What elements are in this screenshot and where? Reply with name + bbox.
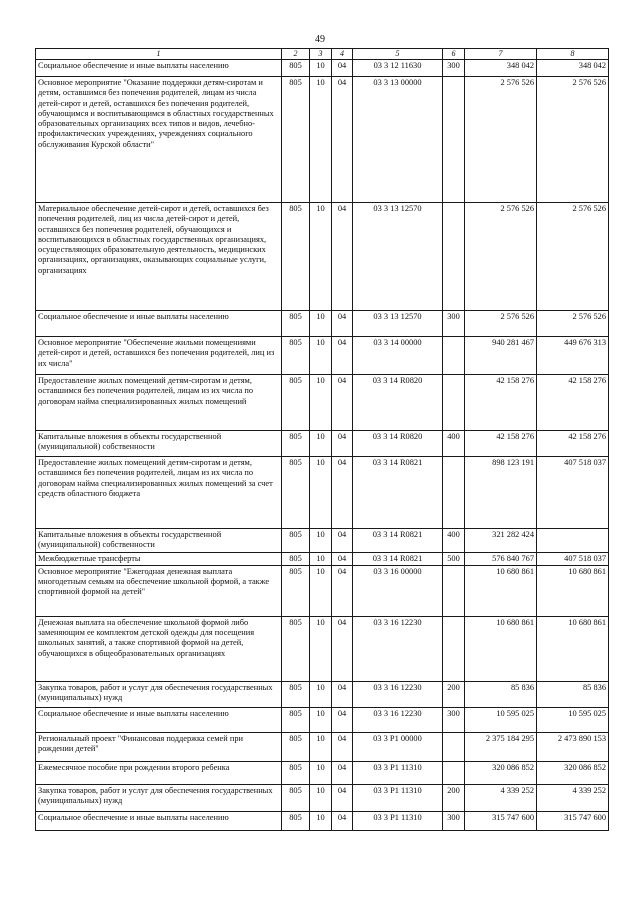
item-name-cell: Региональный проект "Финансовая поддержка семей при рождении детей" [36,732,282,761]
subsection-code-cell: 04 [332,337,353,375]
target-article-code-cell: 03 3 12 11630 [353,60,443,77]
grbs-code-cell: 805 [282,203,310,311]
amount-year-2-cell: 407 518 037 [537,457,609,529]
subsection-code-cell: 04 [332,552,353,565]
column-header: 4 [332,49,353,60]
column-header: 5 [353,49,443,60]
amount-year-1-cell: 10 680 861 [465,565,537,616]
item-name-cell: Социальное обеспечение и иные выплаты населению [36,811,282,830]
subsection-code-cell: 04 [332,529,353,553]
section-code-cell: 10 [310,77,332,203]
grbs-code-cell: 805 [282,681,310,707]
budget-table [35,48,609,831]
target-article-code-cell: 03 3 14 R0821 [353,457,443,529]
expense-type-code-cell [443,457,465,529]
target-article-code-cell: 03 3 P1 11310 [353,784,443,811]
target-article-code-cell: 03 3 13 00000 [353,77,443,203]
expense-type-code-cell [443,203,465,311]
table-row [36,337,609,375]
amount-year-1-cell: 2 576 526 [465,77,537,203]
grbs-code-cell: 805 [282,60,310,77]
item-name-cell: Капитальные вложения в объекты государственной (муниципальной) собственности [36,529,282,553]
table-row [36,375,609,431]
column-header: 1 [36,49,282,60]
item-name-cell: Социальное обеспечение и иные выплаты населению [36,707,282,732]
target-article-code-cell: 03 3 14 R0820 [353,375,443,431]
table-row [36,457,609,529]
target-article-code-cell: 03 3 14 R0821 [353,552,443,565]
amount-year-1-cell: 315 747 600 [465,811,537,830]
item-name-cell: Социальное обеспечение и иные выплаты населению [36,311,282,337]
section-code-cell: 10 [310,616,332,681]
table-row [36,77,609,203]
amount-year-2-cell: 10 680 861 [537,565,609,616]
table-row [36,616,609,681]
table-row [36,311,609,337]
target-article-code-cell: 03 3 14 00000 [353,337,443,375]
subsection-code-cell: 04 [332,203,353,311]
amount-year-1-cell: 576 840 767 [465,552,537,565]
amount-year-2-cell: 449 676 313 [537,337,609,375]
item-name-cell: Денежная выплата на обеспечение школьной формой либо заменяющим ее комплектом детской одежды для посещения школьных занятий, а также спортивной формой на детей, обучающихся в общеобразовательных организациях [36,616,282,681]
expense-type-code-cell [443,616,465,681]
amount-year-1-cell: 2 576 526 [465,311,537,337]
amount-year-1-cell: 940 281 467 [465,337,537,375]
grbs-code-cell: 805 [282,337,310,375]
target-article-code-cell: 03 3 13 12570 [353,203,443,311]
amount-year-1-cell: 2 576 526 [465,203,537,311]
section-code-cell: 10 [310,681,332,707]
item-name-cell: Закупка товаров, работ и услуг для обеспечения государственных (муниципальных) нужд [36,784,282,811]
subsection-code-cell: 04 [332,431,353,457]
table-row [36,811,609,830]
subsection-code-cell: 04 [332,811,353,830]
grbs-code-cell: 805 [282,431,310,457]
item-name-cell: Предоставление жилых помещений детям-сиротам и детям, оставшимся без попечения родителей, лицам из их числа по договорам найма специализированных жилых помещений [36,375,282,431]
expense-type-code-cell [443,77,465,203]
amount-year-2-cell: 85 836 [537,681,609,707]
amount-year-1-cell: 85 836 [465,681,537,707]
subsection-code-cell: 04 [332,77,353,203]
amount-year-1-cell: 4 339 252 [465,784,537,811]
grbs-code-cell: 805 [282,707,310,732]
subsection-code-cell: 04 [332,732,353,761]
table-row [36,529,609,553]
table-row [36,431,609,457]
expense-type-code-cell: 500 [443,552,465,565]
amount-year-1-cell: 10 595 025 [465,707,537,732]
section-code-cell: 10 [310,732,332,761]
amount-year-2-cell: 348 042 [537,60,609,77]
section-code-cell: 10 [310,337,332,375]
expense-type-code-cell: 300 [443,60,465,77]
expense-type-code-cell [443,732,465,761]
target-article-code-cell: 03 3 14 R0821 [353,529,443,553]
grbs-code-cell: 805 [282,77,310,203]
grbs-code-cell: 805 [282,784,310,811]
expense-type-code-cell: 300 [443,707,465,732]
grbs-code-cell: 805 [282,565,310,616]
target-article-code-cell: 03 3 P1 00000 [353,732,443,761]
subsection-code-cell: 04 [332,784,353,811]
amount-year-2-cell: 315 747 600 [537,811,609,830]
amount-year-1-cell: 42 158 276 [465,375,537,431]
expense-type-code-cell [443,565,465,616]
amount-year-2-cell [537,529,609,553]
subsection-code-cell: 04 [332,457,353,529]
table-row [36,681,609,707]
subsection-code-cell: 04 [332,60,353,77]
item-name-cell: Закупка товаров, работ и услуг для обеспечения государственных (муниципальных) нужд [36,681,282,707]
section-code-cell: 10 [310,761,332,784]
amount-year-1-cell: 2 375 184 295 [465,732,537,761]
expense-type-code-cell: 300 [443,311,465,337]
amount-year-1-cell: 320 086 852 [465,761,537,784]
amount-year-2-cell: 10 680 861 [537,616,609,681]
expense-type-code-cell [443,761,465,784]
expense-type-code-cell: 200 [443,681,465,707]
table-row [36,761,609,784]
item-name-cell: Межбюджетные трансферты [36,552,282,565]
subsection-code-cell: 04 [332,681,353,707]
column-header: 2 [282,49,310,60]
grbs-code-cell: 805 [282,811,310,830]
subsection-code-cell: 04 [332,761,353,784]
grbs-code-cell: 805 [282,529,310,553]
section-code-cell: 10 [310,529,332,553]
section-code-cell: 10 [310,707,332,732]
table-row [36,552,609,565]
grbs-code-cell: 805 [282,375,310,431]
item-name-cell: Материальное обеспечение детей-сирот и детей, оставшихся без попечения родителей, лиц из числа детей-сирот и детей, оставшихся без попечения родителей, обучающихся и воспитывающихся в областных государственных организациях, осуществляющих образовательную деятельность, медицинских организациях, организациях, оказывающих социальные услуги, организациях [36,203,282,311]
expense-type-code-cell [443,337,465,375]
amount-year-2-cell: 2 576 526 [537,203,609,311]
amount-year-2-cell: 407 518 037 [537,552,609,565]
item-name-cell: Основное мероприятие "Оказание поддержки детям-сиротам и детям, оставшимся без попечения родителей, лицам из числа детей-сирот и детей, оставшихся без попечения родителей, обучающимся и воспитывающимся в областных государственных образовательных организациях всех типов и видов, лечебно-профилактических учреждениях, учреждениях социального обслуживания Курской области" [36,77,282,203]
target-article-code-cell: 03 3 13 12570 [353,311,443,337]
amount-year-2-cell: 4 339 252 [537,784,609,811]
target-article-code-cell: 03 3 16 12230 [353,707,443,732]
target-article-code-cell: 03 3 P1 11310 [353,761,443,784]
target-article-code-cell: 03 3 16 12230 [353,616,443,681]
grbs-code-cell: 805 [282,761,310,784]
amount-year-2-cell: 10 595 025 [537,707,609,732]
column-number-header-row [36,49,609,60]
amount-year-2-cell: 42 158 276 [537,375,609,431]
amount-year-2-cell: 42 158 276 [537,431,609,457]
amount-year-2-cell: 2 576 526 [537,311,609,337]
amount-year-2-cell: 2 473 890 153 [537,732,609,761]
target-article-code-cell: 03 3 14 R0820 [353,431,443,457]
subsection-code-cell: 04 [332,311,353,337]
expense-type-code-cell: 200 [443,784,465,811]
item-name-cell: Основное мероприятие "Ежегодная денежная выплата многодетным семьям на обеспечение школьной формой, а также спортивной формой на детей" [36,565,282,616]
section-code-cell: 10 [310,552,332,565]
expense-type-code-cell: 400 [443,431,465,457]
expense-type-code-cell: 400 [443,529,465,553]
subsection-code-cell: 04 [332,375,353,431]
column-header: 6 [443,49,465,60]
table-row [36,565,609,616]
item-name-cell: Предоставление жилых помещений детям-сиротам и детям, оставшимся без попечения родителей, лицам из их числа по договорам найма специализированных жилых помещений за счет средств областного бюджета [36,457,282,529]
column-header: 8 [537,49,609,60]
section-code-cell: 10 [310,565,332,616]
table-row [36,203,609,311]
section-code-cell: 10 [310,60,332,77]
target-article-code-cell: 03 3 16 12230 [353,681,443,707]
amount-year-1-cell: 321 282 424 [465,529,537,553]
table-row [36,732,609,761]
grbs-code-cell: 805 [282,732,310,761]
section-code-cell: 10 [310,203,332,311]
grbs-code-cell: 805 [282,457,310,529]
table-row [36,60,609,77]
grbs-code-cell: 805 [282,616,310,681]
grbs-code-cell: 805 [282,311,310,337]
page-number: 49 [315,34,325,45]
amount-year-1-cell: 898 123 191 [465,457,537,529]
amount-year-1-cell: 10 680 861 [465,616,537,681]
target-article-code-cell: 03 3 16 00000 [353,565,443,616]
item-name-cell: Социальное обеспечение и иные выплаты населению [36,60,282,77]
section-code-cell: 10 [310,431,332,457]
expense-type-code-cell [443,375,465,431]
column-header: 3 [310,49,332,60]
expense-type-code-cell: 300 [443,811,465,830]
target-article-code-cell: 03 3 P1 11310 [353,811,443,830]
amount-year-1-cell: 348 042 [465,60,537,77]
column-header: 7 [465,49,537,60]
subsection-code-cell: 04 [332,707,353,732]
amount-year-2-cell: 320 086 852 [537,761,609,784]
section-code-cell: 10 [310,311,332,337]
section-code-cell: 10 [310,784,332,811]
table-row [36,784,609,811]
table-row [36,707,609,732]
item-name-cell: Капитальные вложения в объекты государственной (муниципальной) собственности [36,431,282,457]
section-code-cell: 10 [310,457,332,529]
subsection-code-cell: 04 [332,616,353,681]
table-body [36,60,609,831]
subsection-code-cell: 04 [332,565,353,616]
item-name-cell: Ежемесячное пособие при рождении второго ребенка [36,761,282,784]
grbs-code-cell: 805 [282,552,310,565]
item-name-cell: Основное мероприятие "Обеспечение жильми помещениями детей-сирот и детей, оставшихся без попечения родителей, лиц из их числа" [36,337,282,375]
amount-year-2-cell: 2 576 526 [537,77,609,203]
section-code-cell: 10 [310,375,332,431]
amount-year-1-cell: 42 158 276 [465,431,537,457]
section-code-cell: 10 [310,811,332,830]
